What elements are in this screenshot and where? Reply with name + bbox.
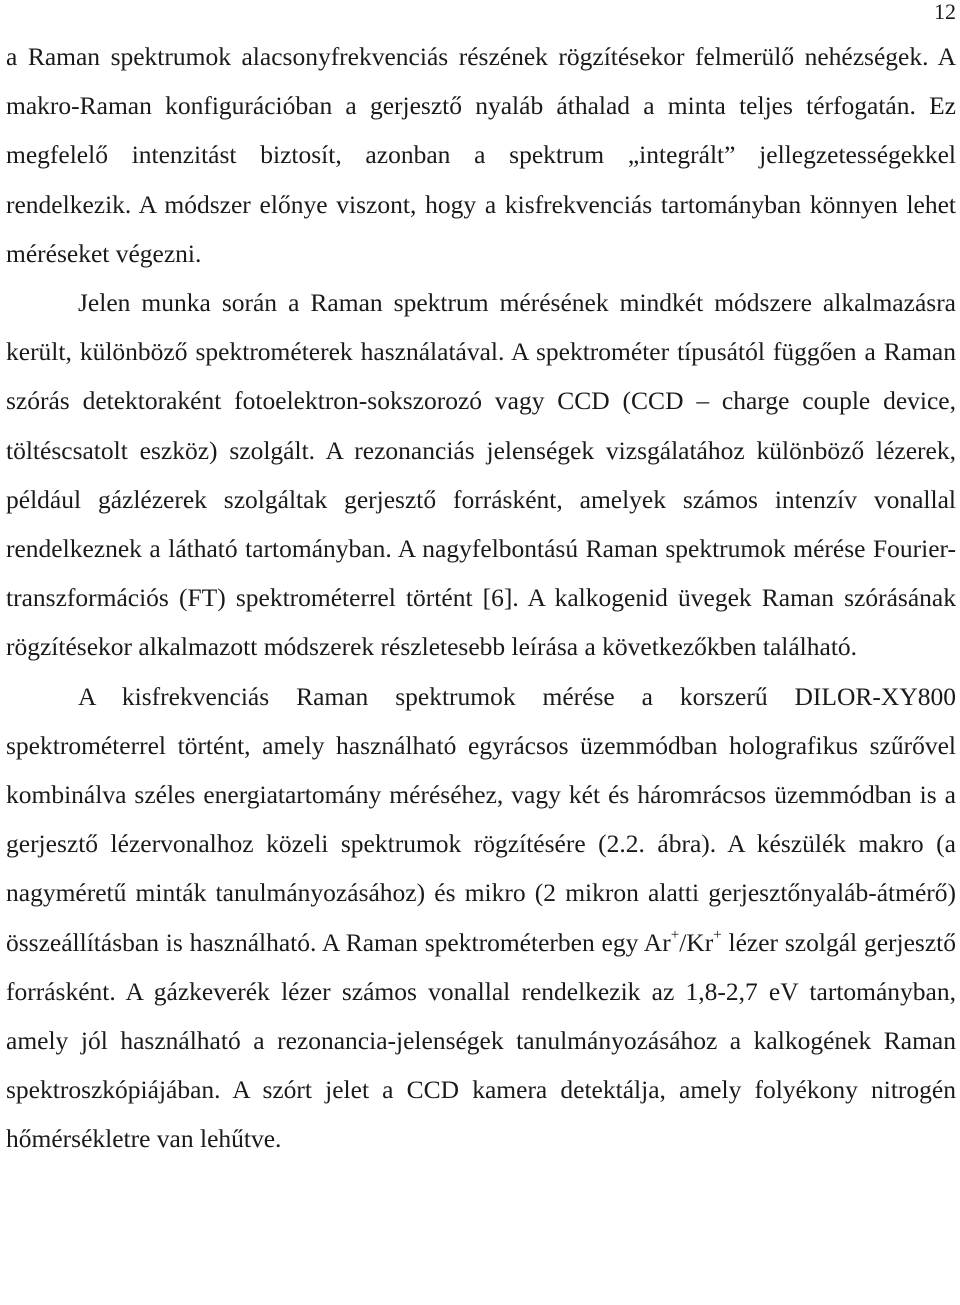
document-body [6,32,956,1164]
superscript-plus-kr: + [713,927,722,944]
paragraph-1: a Raman spektrumok alacsonyfrekvenciás részének rögzítésekor felmerülő nehézségek. A makro-Raman konfigurációban a gerjesztő nyaláb áthalad a minta teljes térfogatán. Ez megfelelő intenzitást biztosít, azonban a spektrum „integrált” jellegzetességekkel rendelkezik. A módszer előnye viszont, hogy a kisfrekvenciás tartományban könnyen lehet méréseket végezni. [6,42,956,268]
paragraph-2: Jelen munka során a Raman spektrum mérésének mindkét módszere alkalmazásra került, különböző spektrométerek használatával. A spektrométer típusától függően a Raman szórás detektoraként fotoelektron-sokszorozó vagy CCD (CCD – charge couple device, töltéscsatolt eszköz) szolgált. A rezonanciás jelenségek vizsgálatához különböző lézerek, például gázlézerek szolgáltak gerjesztő forrásként, amelyek számos intenzív vonallal rendelkeznek a látható tartományban. A nagyfelbontású Raman spektrumok mérése Fourier-transzformációs (FT) spektrométerrel történt [6]. A kalkogenid üvegek Raman szórásának rögzítésekor alkalmazott módszerek részletesebb leírása a következőkben található. [6,288,956,662]
paragraph-3-part-a: A kisfrekvenciás Raman spektrumok mérése a korszerű DILOR-XY800 spektrométerrel történt, amely használható egyrácsos üzemmódban holografikus szűrővel kombinálva széles energiatartomány méréséhez, vagy két és háromrácsos üzemmódban is a gerjesztő lézervonalhoz közeli spektrumok rögzítésére (2.2. ábra). A készülék makro (a nagyméretű minták tanulmányozásához) és mikro (2 mikron alatti gerjesztőnyaláb-átmérő) összeállításban is használható. A Raman spektrométerben egy Ar [6,681,956,957]
paragraph-3-part-c: lézer szolgál gerjesztő forrásként. A gázkeverék lézer számos vonallal rendelkezik az 1,8-2,7 eV tartományban, amely jól használható a rezonancia-jelenségek tanulmányozásához a kalkogének Raman spektroszkópiájában. A szórt jelet a CCD kamera detektálja, amely folyékony nitrogén hőmérsékletre van lehűtve. [6,927,956,1154]
superscript-plus-ar: + [670,927,680,944]
page-number: 12 [934,0,956,24]
paragraph-3 [6,672,956,1164]
paragraph-3-part-b: /Kr [679,927,714,957]
